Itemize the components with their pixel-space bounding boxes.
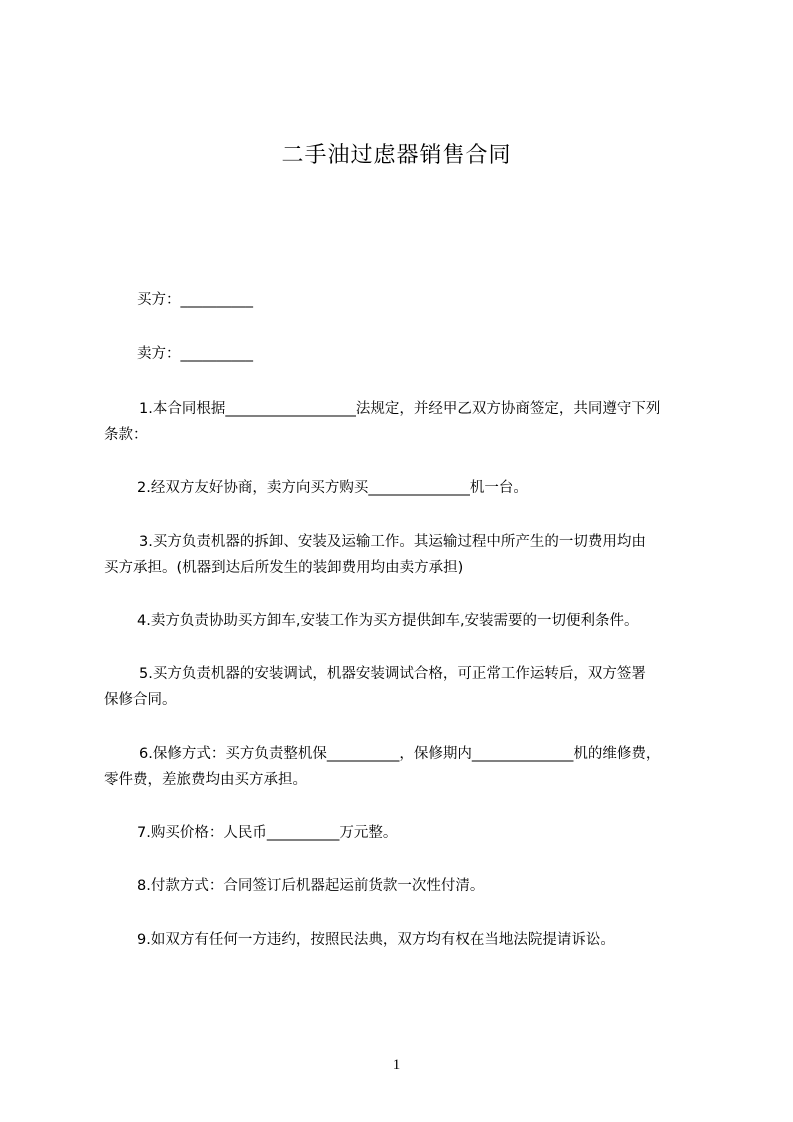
clause-6-line-2: 零件费，差旅费均由买方承担。	[104, 772, 307, 788]
clause-3-line-1: 3.买方负责机器的拆卸、安装及运输工作。其运输过程中所产生的一切费用均由	[139, 534, 646, 550]
clause-1-line-2: 条款：	[104, 427, 148, 443]
page-number: 1	[392, 1057, 401, 1073]
document-title: 二手油过虑器销售合同	[281, 143, 512, 168]
clause-4-line-1: 4.卖方负责协助买方卸车,安装工作为买方提供卸车,安装需要的一切便利条件。	[137, 613, 639, 629]
clause-2-line-1: 2.经双方友好协商，卖方向买方购买______________机一台。	[137, 480, 528, 496]
clause-5-line-1: 5.买方负责机器的安装调试，机器安装调试合格，可正常工作运转后，双方签署	[139, 666, 646, 682]
clause-9-line-1: 9.如双方有任何一方违约，按照民法典，双方均有权在当地法院提请诉讼。	[137, 932, 615, 948]
seller-line: 卖方：__________	[137, 346, 253, 362]
clause-7-line-1: 7.购买价格：人民币__________万元整。	[137, 825, 398, 841]
clause-3-line-2: 买方承担。(机器到达后所发生的装卸费用均由卖方承担)	[104, 560, 464, 576]
clause-1-line-1: 1.本合同根据__________________法规定，并经甲乙双方协商签定，共同遵守下列	[139, 401, 661, 417]
clause-8-line-1: 8.付款方式：合同签订后机器起运前货款一次性付清。	[137, 878, 485, 894]
clause-6-line-1: 6.保修方式：买方负责整机保__________，保修期内______________机的维修费，	[139, 746, 661, 762]
clause-5-line-2: 保修合同。	[104, 692, 177, 708]
buyer-line: 买方：__________	[137, 292, 253, 308]
